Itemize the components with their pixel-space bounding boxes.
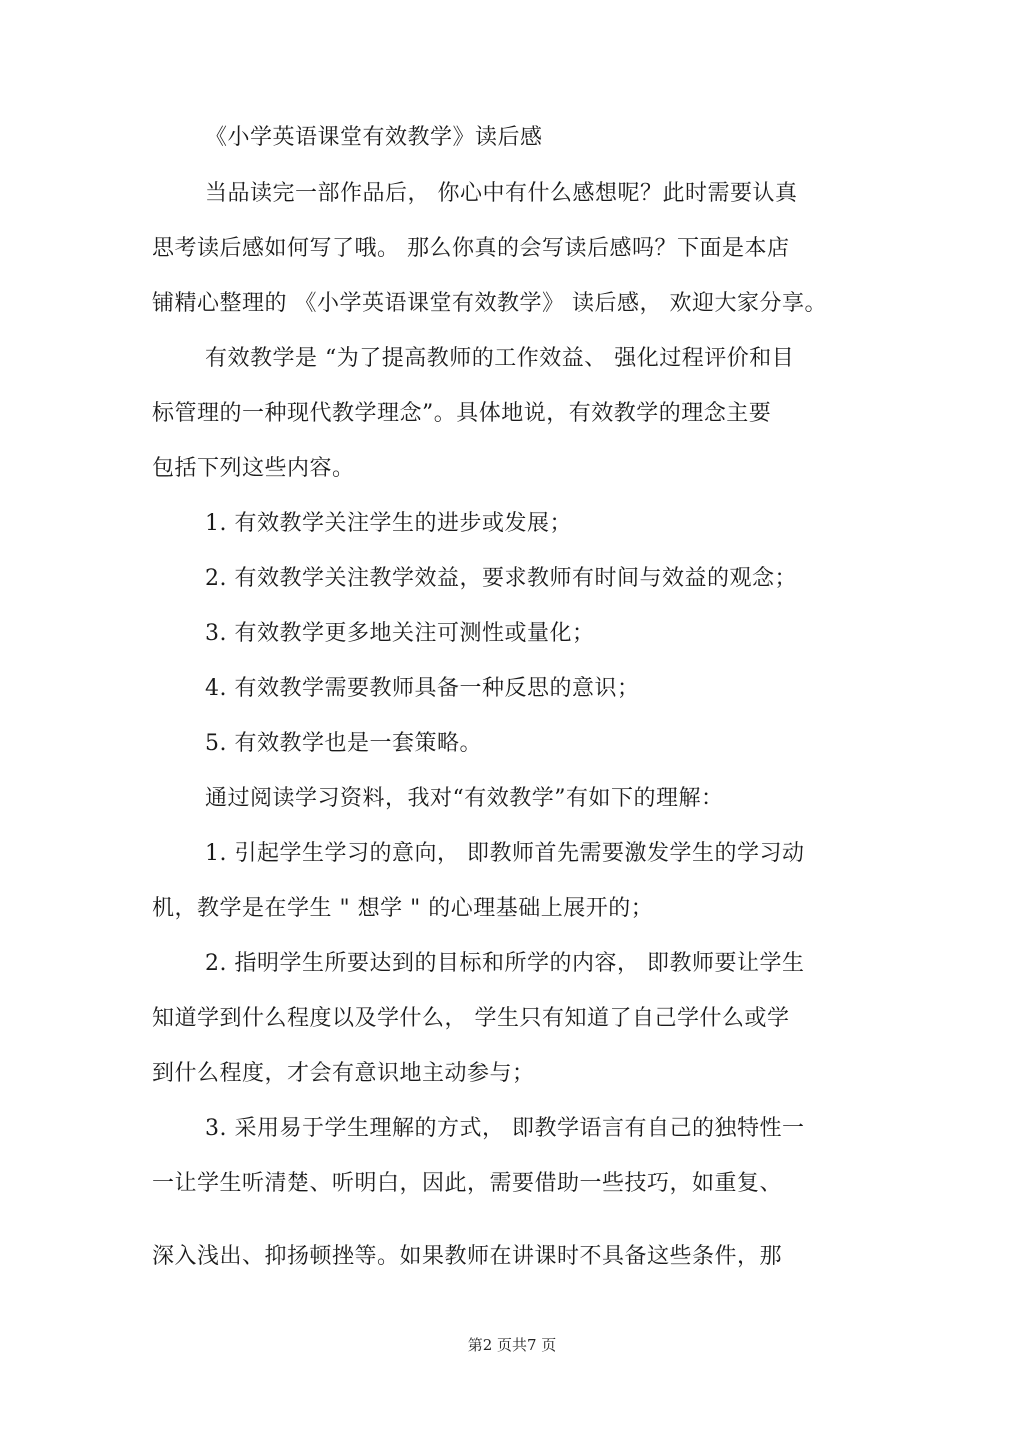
paragraph-line: 机，教学是在学生 " 想学 " 的心理基础上展开的； <box>152 896 654 921</box>
paragraph-line: 一让学生听清楚、听明白，因此，需要借助一些技巧，如重复、 <box>152 1171 783 1196</box>
list-item: 2. 有效教学关注教学效益，要求教师有时间与效益的观念； <box>205 566 797 591</box>
page-number: 第2 页共7 页 <box>467 1336 557 1354</box>
list-item: 2. 指明学生所要达到的目标和所学的内容， 即教师要让学生 <box>205 951 805 976</box>
list-item: 3. 采用易于学生理解的方式， 即教学语言有自己的独特性一 <box>205 1116 805 1141</box>
paragraph-line: 标管理的一种现代教学理念”。具体地说，有效教学的理念主要 <box>152 401 772 426</box>
list-item: 4. 有效教学需要教师具备一种反思的意识； <box>205 676 640 701</box>
paragraph-line: 思考读后感如何写了哦。 那么你真的会写读后感吗？下面是本店 <box>152 236 790 261</box>
list-item: 5. 有效教学也是一套策略。 <box>205 731 482 756</box>
list-item: 1. 有效教学关注学生的进步或发展； <box>205 511 572 536</box>
paragraph-line: 深入浅出、抑扬顿挫等。如果教师在讲课时不具备这些条件，那 <box>152 1244 783 1269</box>
paragraph-line: 当品读完一部作品后， 你心中有什么感想呢？此时需要认真 <box>205 181 798 206</box>
paragraph-line: 包括下列这些内容。 <box>152 456 355 481</box>
paragraph-line: 知道学到什么程度以及学什么， 学生只有知道了自己学什么或学 <box>152 1006 790 1031</box>
paragraph-line: 到什么程度，才会有意识地主动参与； <box>152 1061 535 1086</box>
paragraph-line: 铺精心整理的 《小学英语课堂有效教学》 读后感， 欢迎大家分享。 <box>152 291 827 316</box>
paragraph-line: 有效教学是 “为了提高教师的工作效益、 强化过程评价和目 <box>205 346 795 371</box>
paragraph-line: 通过阅读学习资料，我对“有效教学”有如下的理解： <box>205 786 724 811</box>
list-item: 3. 有效教学更多地关注可测性或量化； <box>205 621 595 646</box>
document-title: 《小学英语课堂有效教学》读后感 <box>205 125 543 150</box>
list-item: 1. 引起学生学习的意向， 即教师首先需要激发学生的学习动 <box>205 841 805 866</box>
